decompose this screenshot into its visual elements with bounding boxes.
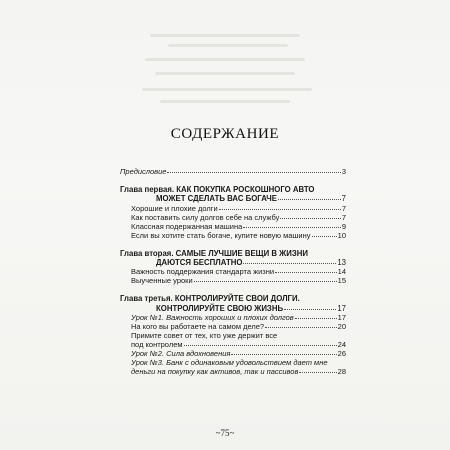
chapter-title-line bbox=[120, 194, 346, 203]
toc-entry-text: Выученные уроки bbox=[131, 276, 193, 286]
toc-entry-text: МОЖЕТ СДЕЛАТЬ ВАС БОГАЧЕ bbox=[156, 194, 277, 204]
toc-page-number: 7 bbox=[341, 203, 346, 213]
toc-entry-good-bad-debts[interactable] bbox=[120, 204, 346, 213]
dot-leader bbox=[184, 345, 337, 346]
toc-entry-who-you-work-for[interactable] bbox=[120, 322, 346, 331]
toc-entry-take-advice[interactable] bbox=[120, 331, 346, 349]
chapter-title-line bbox=[120, 304, 346, 313]
dot-leader bbox=[167, 172, 340, 173]
toc-entry-used-car[interactable] bbox=[120, 222, 346, 231]
toc-page-number: 10 bbox=[337, 230, 346, 240]
dot-leader bbox=[284, 309, 336, 310]
toc-page-number: 28 bbox=[337, 367, 346, 377]
chapter-title-line: Глава первая. КАК ПОКУПКА РОСКОШНОГО АВТО bbox=[120, 185, 315, 194]
toc-entry-text: Предисловие bbox=[120, 167, 167, 176]
toc-page-number: 3 bbox=[341, 167, 346, 176]
dot-leader bbox=[299, 372, 336, 373]
toc-entry-lesson-2[interactable] bbox=[120, 349, 346, 358]
toc-entry-text: Урок №2. Сила вдохновения bbox=[131, 349, 231, 359]
toc-page-number: 15 bbox=[337, 276, 346, 286]
page-title: СОДЕРЖАНИЕ bbox=[170, 126, 280, 142]
dot-leader bbox=[280, 218, 340, 219]
bleed-through-line bbox=[155, 72, 295, 75]
toc-chapter-2[interactable] bbox=[120, 249, 346, 268]
chapter-title-line: Глава третья. КОНТРОЛИРУЙТЕ СВОИ ДОЛГИ. bbox=[120, 294, 300, 304]
table-of-contents bbox=[120, 165, 346, 376]
toc-page-number: 17 bbox=[337, 313, 346, 323]
toc-entry-line bbox=[120, 367, 346, 376]
toc-entry-lesson-3[interactable] bbox=[120, 358, 346, 376]
toc-chapter-1[interactable] bbox=[120, 185, 346, 204]
toc-entry-living-standard[interactable] bbox=[120, 267, 346, 276]
toc-page-number: 7 bbox=[341, 212, 346, 222]
bleed-through-line bbox=[150, 34, 300, 37]
bleed-through-line bbox=[142, 88, 312, 91]
toc-entry-debt-power[interactable] bbox=[120, 213, 346, 222]
toc-page-number: 7 bbox=[341, 194, 346, 204]
toc-entry-text: Важность поддержания стандарта жизни bbox=[131, 267, 275, 277]
toc-entry-text: деньги на покупку как активов, так и пассивов bbox=[131, 367, 299, 377]
toc-entry-lessons[interactable] bbox=[120, 276, 346, 285]
toc-entry-text: Как поставить силу долгов себе на службу bbox=[131, 212, 280, 222]
toc-chapter-3[interactable] bbox=[120, 294, 346, 313]
dot-leader bbox=[243, 227, 341, 228]
toc-page-number: 13 bbox=[337, 258, 346, 268]
toc-entry-text: ДАЮТСЯ БЕСПЛАТНО bbox=[156, 258, 243, 268]
toc-page-number: 17 bbox=[337, 303, 346, 313]
dot-leader bbox=[194, 281, 337, 282]
toc-entry-text: Урок №3. Банк с одинаковым удовольствием дает мне bbox=[131, 358, 328, 368]
page-number: ~75~ bbox=[215, 428, 235, 438]
toc-entry-line bbox=[120, 340, 346, 349]
toc-page-number: 26 bbox=[337, 349, 346, 359]
dot-leader bbox=[278, 199, 341, 200]
toc-page-number: 24 bbox=[337, 340, 346, 350]
toc-entry-text: КОНТРОЛИРУЙТЕ СВОЮ ЖИЗНЬ bbox=[156, 303, 284, 313]
toc-entry-text: Хорошие и плохие долги bbox=[131, 203, 218, 213]
toc-entry-lesson-1[interactable] bbox=[120, 313, 346, 322]
chapter-title-line: Глава вторая. САМЫЕ ЛУЧШИЕ ВЕЩИ В ЖИЗНИ bbox=[120, 248, 308, 258]
toc-page-number: 9 bbox=[341, 221, 346, 231]
toc-entry-new-car[interactable] bbox=[120, 231, 346, 240]
dot-leader bbox=[312, 236, 337, 237]
bleed-through-line bbox=[168, 44, 288, 47]
toc-entry-text: Урок №1. Важность хороших и плохих долгов bbox=[131, 313, 294, 323]
toc-entry-text: Примите совет от тех, кто уже держит все bbox=[131, 331, 278, 341]
dot-leader bbox=[231, 354, 336, 355]
toc-page-number: 20 bbox=[337, 322, 346, 332]
toc-entry-text: На кого вы работаете на самом деле? bbox=[131, 322, 265, 332]
chapter-title-line bbox=[120, 258, 346, 267]
dot-leader bbox=[265, 327, 337, 328]
dot-leader bbox=[219, 209, 341, 210]
toc-page-number: 14 bbox=[337, 267, 346, 277]
dot-leader bbox=[275, 272, 337, 273]
bleed-through-line bbox=[145, 58, 305, 61]
toc-entry-text: Если вы хотите стать богаче, купите новую машину bbox=[131, 230, 311, 240]
dot-leader bbox=[295, 318, 337, 319]
dot-leader bbox=[243, 263, 336, 264]
toc-entry-preface[interactable] bbox=[120, 167, 346, 176]
toc-entry-text: под контролем bbox=[131, 340, 183, 350]
bleed-through-line bbox=[160, 100, 290, 103]
toc-entry-text: Классная подержанная машина bbox=[131, 221, 243, 231]
